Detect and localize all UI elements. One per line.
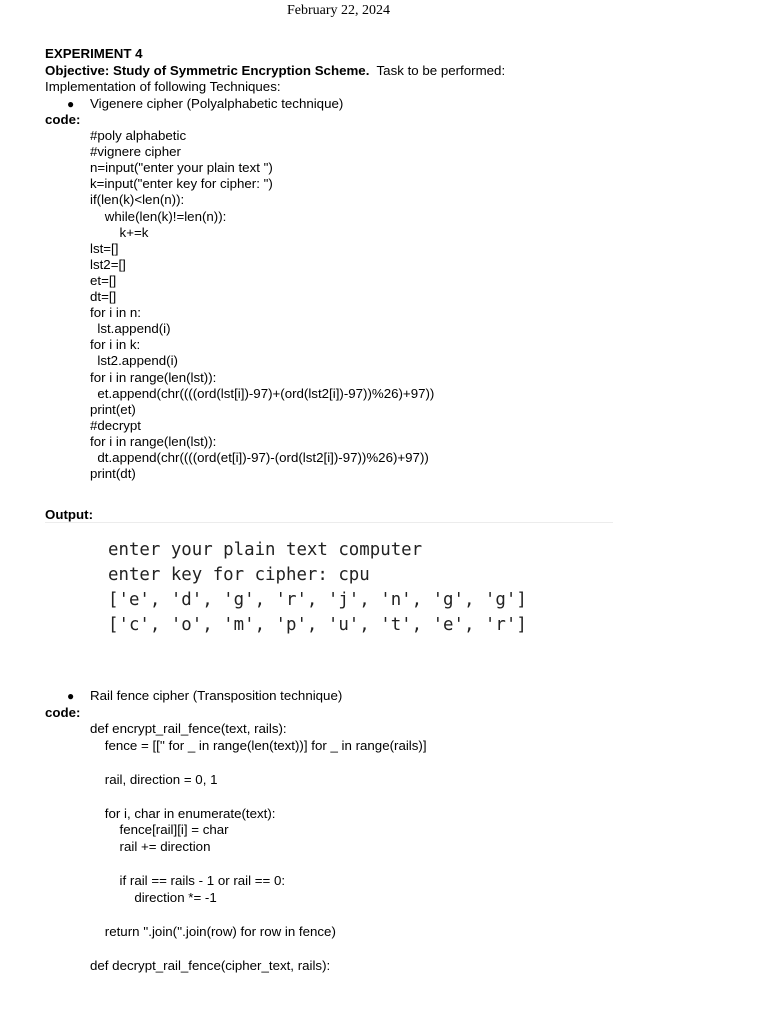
objective-label: Objective: Study of Symmetric Encryption Scheme. <box>45 63 370 78</box>
section2-bullet-text: Rail fence cipher (Transposition technique) <box>90 688 343 703</box>
output-line: enter key for cipher: cpu <box>108 565 370 585</box>
code-line: if(len(k)<len(n)): <box>90 192 185 208</box>
code-line: rail, direction = 0, 1 <box>90 771 218 787</box>
output-divider <box>45 522 613 523</box>
bullet-icon: ● <box>67 97 75 111</box>
experiment-title: EXPERIMENT 4 <box>45 46 143 61</box>
code-line: lst2=[] <box>90 256 126 272</box>
code-line: for i in k: <box>90 337 141 353</box>
objective-task: Task to be performed: <box>369 63 506 78</box>
output-label: Output: <box>45 507 93 522</box>
code-line: for i in range(len(lst)): <box>90 433 217 449</box>
code-line: for i in n: <box>90 305 141 321</box>
code-line: lst=[] <box>90 240 119 256</box>
code-line: dt=[] <box>90 289 117 304</box>
section1-bullet-text: Vigenere cipher (Polyalphabetic technique) <box>90 96 344 111</box>
code-line: et=[] <box>90 272 117 288</box>
code-line: k+=k <box>90 224 149 240</box>
code-line: fence[rail][i] = char <box>90 822 229 838</box>
code-line: while(len(k)!=len(n)): <box>90 208 227 224</box>
code-line: #decrypt <box>90 417 141 433</box>
code-line: et.append(chr((((ord(lst[i])-97)+(ord(lst2[i])-97))%26)+97)) <box>90 385 435 401</box>
output-line: ['e', 'd', 'g', 'r', 'j', 'n', 'g', 'g'] <box>108 590 527 610</box>
code-line: k=input("enter key for cipher: ") <box>90 176 273 192</box>
bullet-icon: ● <box>67 689 75 703</box>
implementation-line: Implementation of following Techniques: <box>45 79 281 94</box>
code-line: if rail == rails - 1 or rail == 0: <box>90 873 286 889</box>
output-line: ['c', 'o', 'm', 'p', 'u', 't', 'e', 'r'] <box>108 615 527 635</box>
objective-line <box>45 63 505 79</box>
code-line: lst.append(i) <box>90 321 171 337</box>
code-line: rail += direction <box>90 839 211 855</box>
code-line: direction *= -1 <box>90 890 217 905</box>
code-line: def encrypt_rail_fence(text, rails): <box>90 721 287 736</box>
code-line: def decrypt_rail_fence(cipher_text, rails): <box>90 957 331 973</box>
code-line: return ''.join(''.join(row) for row in fence) <box>90 923 336 939</box>
code-line: dt.append(chr((((ord(et[i])-97)-(ord(lst2[i])-97))%26)+97)) <box>90 450 429 465</box>
code-line: print(et) <box>90 401 136 417</box>
section2-code-label: code: <box>45 705 81 720</box>
section1-code-label: code: <box>45 112 81 127</box>
code-line: print(dt) <box>90 466 136 482</box>
page-header-date: February 22, 2024 <box>287 3 391 18</box>
code-line: #poly alphabetic <box>90 128 187 143</box>
code-line: n=input("enter your plain text ") <box>90 160 273 176</box>
code-line: lst2.append(i) <box>90 353 178 369</box>
code-line: #vignere cipher <box>90 144 181 160</box>
code-line: fence = [['' for _ in range(len(text))] for _ in range(rails)] <box>90 737 427 753</box>
code-line: for i, char in enumerate(text): <box>90 805 276 821</box>
output-line: enter your plain text computer <box>108 540 423 560</box>
code-line: for i in range(len(lst)): <box>90 369 217 385</box>
